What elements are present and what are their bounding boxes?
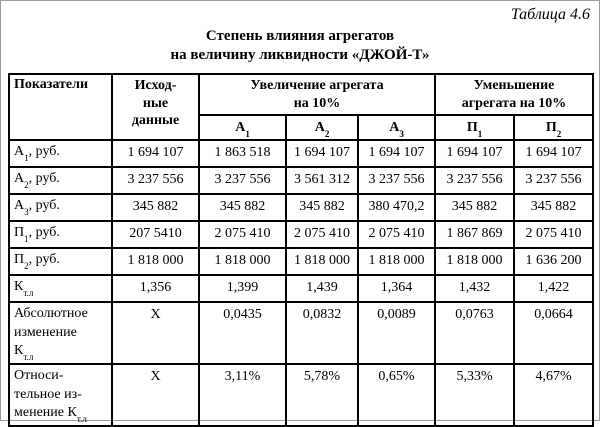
table-row-a3	[9, 194, 593, 221]
cell-value: 1,356	[112, 275, 199, 302]
cell-value: 1 867 869	[435, 221, 514, 248]
cell-value: Х	[112, 364, 199, 426]
cell-value: 1 818 000	[358, 248, 435, 275]
header-col-a3: $А_3$	[358, 115, 435, 140]
cell-value: 0,0089	[358, 302, 435, 364]
header-col-a2: $А_2$	[286, 115, 358, 140]
header-baseline	[112, 74, 199, 141]
header-col-p1: $П_1$	[435, 115, 514, 140]
table-title	[8, 27, 592, 66]
cell-value: 5,33%	[435, 364, 514, 426]
table-row-p1	[9, 221, 593, 248]
header-indicators: Показатели	[9, 74, 112, 141]
header-baseline-line1: Исход-	[134, 77, 177, 93]
cell-value: 1,432	[435, 275, 514, 302]
cell-value: Х	[112, 302, 199, 364]
cell-value: 2 075 410	[358, 221, 435, 248]
liquidity-influence-table	[8, 73, 594, 427]
header-col-a1: $А_1$	[199, 115, 286, 140]
cell-value: 0,0435	[199, 302, 286, 364]
cell-value: 3 237 556	[112, 167, 199, 194]
table-row-a1	[9, 140, 593, 167]
cell-value: 345 882	[286, 194, 358, 221]
table-row-a2	[9, 167, 593, 194]
cell-value: 0,65%	[358, 364, 435, 426]
table-row-p2	[9, 248, 593, 275]
header-decrease-group	[435, 74, 593, 116]
table-row-abs-change	[9, 302, 593, 364]
cell-value: 345 882	[112, 194, 199, 221]
cell-value: 3 561 312	[286, 167, 358, 194]
cell-value: 2 075 410	[286, 221, 358, 248]
header-row-groups	[9, 74, 593, 116]
row-label: $А_3$, руб.	[9, 194, 112, 221]
cell-value: 1,364	[358, 275, 435, 302]
cell-value: 3 237 556	[435, 167, 514, 194]
header-decrease-line1: Уменьшение	[473, 77, 555, 93]
cell-value: 1 818 000	[112, 248, 199, 275]
cell-value: 1 818 000	[199, 248, 286, 275]
row-label: Абсолютное изменение $К_{т.л}$	[9, 302, 112, 364]
cell-value: 1 694 107	[358, 140, 435, 167]
cell-value: 345 882	[199, 194, 286, 221]
cell-value: 1 863 518	[199, 140, 286, 167]
cell-value: 345 882	[514, 194, 593, 221]
header-increase-line1: Увеличение агрегата	[250, 77, 384, 93]
cell-value: 1,399	[199, 275, 286, 302]
row-label: $К_{т.л}$	[9, 275, 112, 302]
cell-value: 3 237 556	[199, 167, 286, 194]
cell-value: 1 694 107	[435, 140, 514, 167]
cell-value: 3,11%	[199, 364, 286, 426]
cell-value: 1 818 000	[435, 248, 514, 275]
cell-value: 207 5410	[112, 221, 199, 248]
cell-value: 1 694 107	[112, 140, 199, 167]
table-title-line2: на величину ликвидности «ДЖОЙ-Т»	[170, 47, 430, 64]
cell-value: 345 882	[435, 194, 514, 221]
cell-value: 0,0832	[286, 302, 358, 364]
cell-value: 2 075 410	[514, 221, 593, 248]
table-row-ktl	[9, 275, 593, 302]
header-increase-group	[199, 74, 435, 116]
cell-value: 3 237 556	[514, 167, 593, 194]
table-caption: Таблица 4.6	[510, 6, 590, 23]
cell-value: 1 694 107	[514, 140, 593, 167]
cell-value: 1 818 000	[286, 248, 358, 275]
cell-value: 3 237 556	[358, 167, 435, 194]
header-baseline-line2: ные	[142, 95, 169, 111]
cell-value: 1 636 200	[514, 248, 593, 275]
cell-value: 0,0664	[514, 302, 593, 364]
cell-value: 1,439	[286, 275, 358, 302]
cell-value: 0,0763	[435, 302, 514, 364]
cell-value: 2 075 410	[199, 221, 286, 248]
header-increase-line2: на 10%	[293, 95, 341, 111]
header-baseline-line3: данные	[131, 113, 180, 129]
row-label: $А_2$, руб.	[9, 167, 112, 194]
table-row-rel-change	[9, 364, 593, 426]
row-label: $П_2$, руб.	[9, 248, 112, 275]
header-col-p2: $П_2$	[514, 115, 593, 140]
header-decrease-line2: агрегата на 10%	[461, 95, 567, 111]
table-title-line1: Степень влияния агрегатов	[205, 27, 395, 44]
row-label: Относи- тельное из- менение $К_{т.л}$	[9, 364, 112, 426]
cell-value: 1,422	[514, 275, 593, 302]
cell-value: 4,67%	[514, 364, 593, 426]
row-label: $А_1$, руб.	[9, 140, 112, 167]
cell-value: 380 470,2	[358, 194, 435, 221]
cell-value: 1 694 107	[286, 140, 358, 167]
row-label: $П_1$, руб.	[9, 221, 112, 248]
cell-value: 5,78%	[286, 364, 358, 426]
